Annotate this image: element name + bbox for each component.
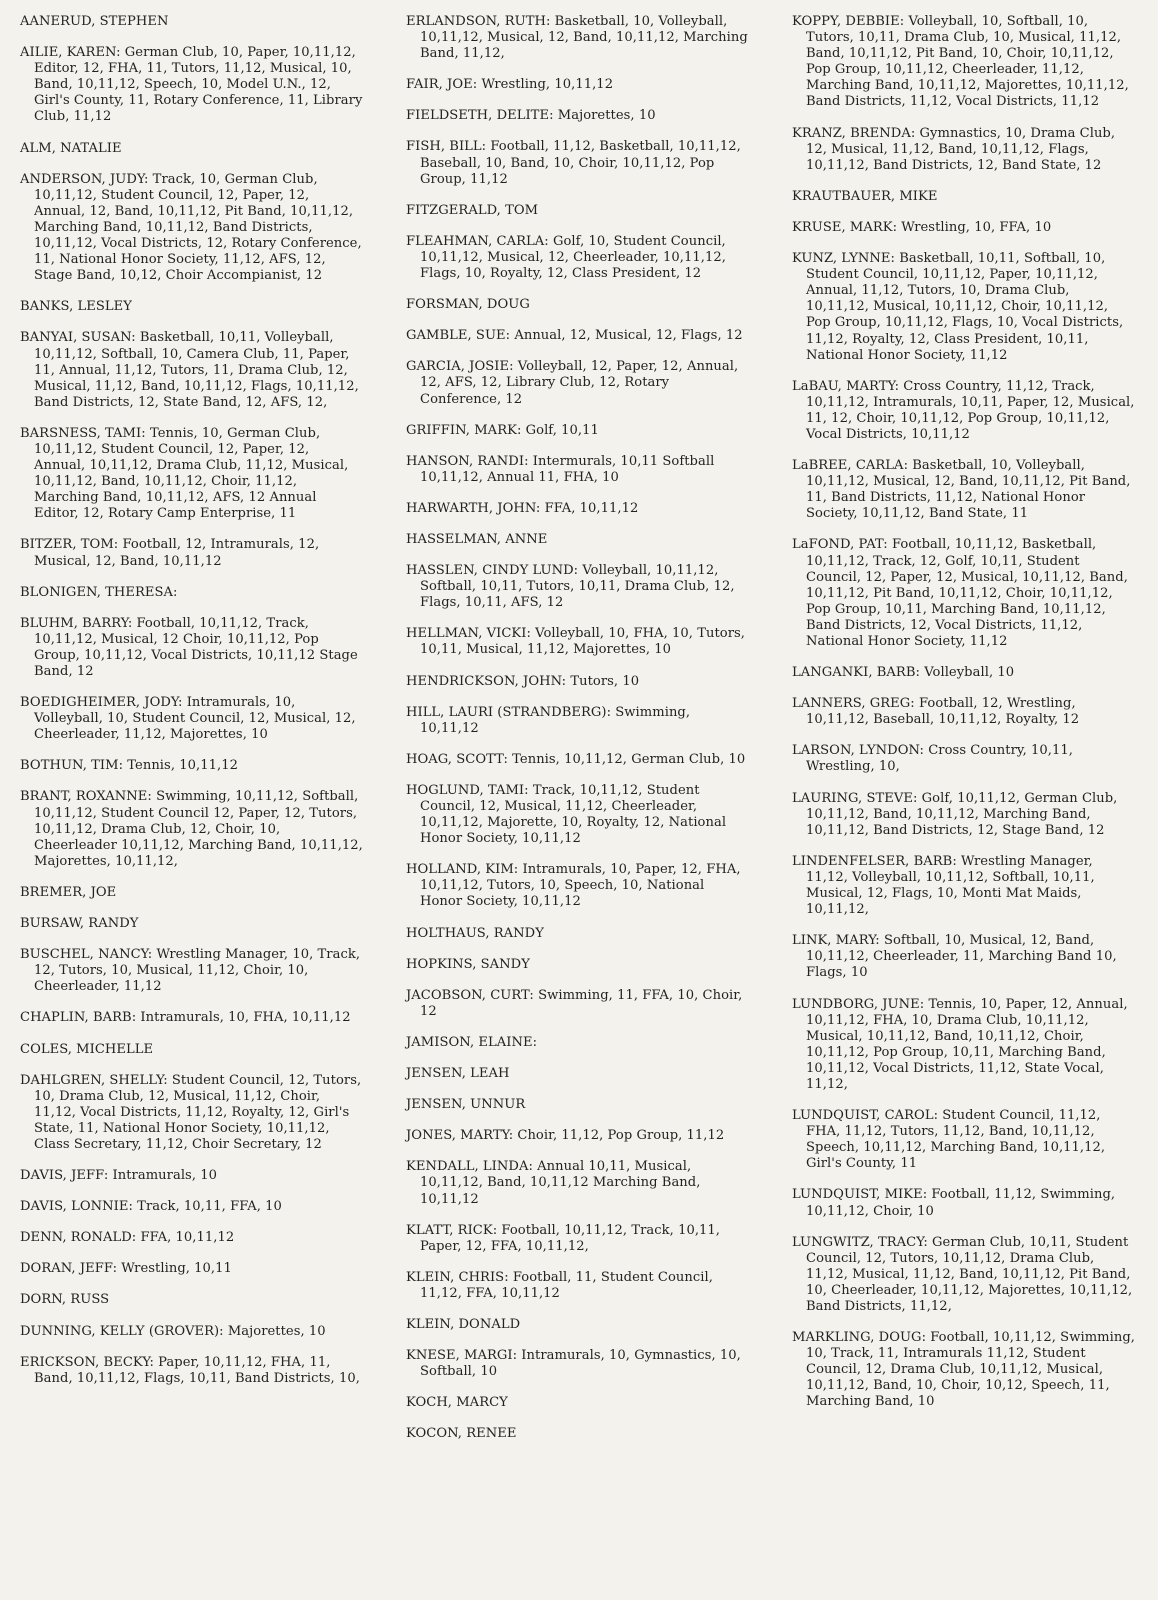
student-entry <box>792 189 1136 205</box>
student-entry: KRANZ, BRENDA: Gymnastics, 10, Drama Club, 12, Musical, 11,12, Band, 10,11,12, Flags, 10,11,12, Band Districts, 12, Band State, 12 <box>792 125 1116 173</box>
student-name: AANERUD, STEPHEN <box>20 14 169 29</box>
student-entry: KENDALL, LINDA: Annual 10,11, Musical, 10,11,12, Band, 10,11,12 Marching Band, 10,11,12 <box>406 1159 701 1207</box>
student-activities: Majorettes, 10 <box>557 108 656 124</box>
student-name: LARSON, LYNDON <box>792 743 920 759</box>
student-activities: Football, 10,11,12, Track, 10,11, Paper, 12, FFA, 10,11,12, <box>420 1222 721 1254</box>
student-entry: LINDENFELSER, BARB: Wrestling Manager, 11,12, Volleyball, 10,11,12, Softball, 10,11, Musical, 12, Flags, 10, Monti Mat Maids, 10,11,12, <box>792 853 1095 918</box>
student-entry: DAHLGREN, SHELLY: Student Council, 12, Tutors, 10, Drama Club, 12, Musical, 11,12, Choir, 11,12, Vocal Districts, 11,12, Royalty, 12, Girl's State, 11, National Honor Society, 10,11,12, Class Secretary, 11,12, Choir Secretary, 12 <box>20 1072 362 1152</box>
student-entry <box>20 1042 364 1058</box>
student-entry: JACOBSON, CURT: Swimming, 11, FFA, 10, Choir, 12 <box>406 987 743 1019</box>
student-activities: FFA, 10,11,12 <box>544 500 639 516</box>
student-name: HENDRICKSON, JOHN <box>406 673 562 689</box>
student-entry <box>406 1035 750 1051</box>
student-name: GAMBLE, SUE <box>406 328 506 344</box>
student-name: DORAN, JEFF <box>20 1261 113 1277</box>
student-entry: ANDERSON, JUDY: Track, 10, German Club, 10,11,12, Student Council, 12, Paper, 12, Annual, 12, Band, 10,11,12, Pit Band, 10,11,12, Marching Band, 10,11,12, Band Districts, 10,11,12, Vocal Districts, 12, Rotary Conference, 11, National Honor Society, 11,12, AFS, 12, Stage Band, 10,12, Choir Accompianist, 12 <box>20 171 362 284</box>
student-activities: FFA, 10,11,12 <box>140 1230 235 1246</box>
student-entry <box>20 585 364 601</box>
student-name: KLEIN, CHRIS <box>406 1269 505 1285</box>
student-name: DAVIS, JEFF <box>20 1168 104 1184</box>
student-name: KOCON, RENEE <box>406 1426 517 1442</box>
student-entry: DORAN, JEFF: Wrestling, 10,11 <box>20 1261 232 1277</box>
student-entry: KOPPY, DEBBIE: Volleyball, 10, Softball, 10, Tutors, 10,11, Drama Club, 10, Musical, 11,12, Band, 10,11,12, Pit Band, 10, Choir, 10,11,12, Pop Group, 10,11,12, Cheerleader, 11,12, Marching Band, 10,11,12, Majorettes, 10,11,12, Band Districts, 11,12, Vocal Districts, 11,12 <box>792 14 1129 110</box>
student-activities: Wrestling Manager, 10, Track, 12, Tutors, 10, Musical, 11,12, Choir, 10, Cheerleader, 11,12 <box>34 947 361 995</box>
student-name: FIELDSETH, DELITE <box>406 108 550 124</box>
student-activities: Volleyball, 12, Paper, 12, Annual, 12, AFS, 12, Library Club, 12, Rotary Conference, 12 <box>420 359 739 407</box>
student-name: DORN, RUSS <box>20 1292 110 1308</box>
student-entry: HOGLUND, TAMI: Track, 10,11,12, Student Council, 12, Musical, 11,12, Cheerleader, 10,11,12, Majorette, 10, Royalty, 12, National Honor Society, 10,11,12 <box>406 782 727 847</box>
student-entry <box>20 885 364 901</box>
student-activities: Wrestling Manager, 11,12, Volleyball, 10,11,12, Softball, 10,11, Musical, 12, Flags, 10, Monti Mat Maids, 10,11,12, <box>806 853 1095 918</box>
student-entry: LaFOND, PAT: Football, 10,11,12, Basketball, 10,11,12, Track, 12, Golf, 10,11, Student Council, 12, Paper, 12, Musical, 10,11,12, Band, 10,11,12, Pit Band, 10,11,12, Choir, 10,11,12, Pop Group, 10,11, Marching Band, 10,11,12, Band Districts, 12, Vocal Districts, 11,12, National Honor Society, 11,12 <box>792 537 1128 649</box>
student-name: LANNERS, GREG <box>792 696 911 712</box>
student-activities: Track, 10, German Club, 10,11,12, Student Council, 12, Paper, 12, Annual, 12, Band, 10,11,12, Pit Band, 10,11,12, Marching Band, 10,11,12, Band Districts, 10,11,12, Vocal Districts, 12, Rotary Conference, 11, National Honor Society, 11,12, AFS, 12, Stage Band, 10,12, Choir Accompianist, 12 <box>34 171 362 284</box>
student-name: LaFOND, PAT <box>792 537 884 553</box>
student-name: DUNNING, KELLY (GROVER) <box>20 1323 220 1339</box>
student-activities: Basketball, 10, Volleyball, 10,11,12, Musical, 12, Band, 10,11,12, Pit Band, 11, Band Districts, 11,12, National Honor Society, 10,11,12, Band State, 11 <box>806 458 1131 522</box>
student-name: LAURING, STEVE <box>792 790 913 806</box>
student-activities: German Club, 10, Paper, 10,11,12, Editor, 12, FHA, 11, Tutors, 11,12, Musical, 10, Band, 10,11,12, Speech, 10, Model U.N., 12, Girl's County, 11, Rotary Conference, 11, Library Club, 11,12 <box>34 45 363 125</box>
student-activities: Football, 11, Student Council, 11,12, FFA, 10,11,12 <box>420 1269 713 1301</box>
student-name: JONES, MARTY <box>406 1128 509 1144</box>
student-name: BRANT, ROXANNE <box>20 789 148 805</box>
student-activities: Football, 12, Wrestling, 10,11,12, Baseball, 10,11,12, Royalty, 12 <box>806 696 1080 728</box>
student-entry: LARSON, LYNDON: Cross Country, 10,11, Wrestling, 10, <box>792 743 1073 775</box>
student-entry: DAVIS, JEFF: Intramurals, 10 <box>20 1168 218 1184</box>
student-name: JAMISON, ELAINE: <box>406 1034 538 1050</box>
student-entry: JONES, MARTY: Choir, 11,12, Pop Group, 11,12 <box>406 1128 725 1144</box>
student-name: LUNGWITZ, TRACY <box>792 1234 924 1250</box>
student-name: BARSNESS, TAMI <box>20 425 142 441</box>
student-entry: HOAG, SCOTT: Tennis, 10,11,12, German Club, 10 <box>406 751 746 767</box>
student-name: FLEAHMAN, CARLA <box>406 233 545 249</box>
column-right <box>792 14 1136 1457</box>
student-entry <box>406 1317 750 1333</box>
student-name: JENSEN, LEAH <box>406 1066 510 1082</box>
student-name: LaBREE, CARLA <box>792 458 904 474</box>
student-entry: CHAPLIN, BARB: Intramurals, 10, FHA, 10,11,12 <box>20 1010 351 1026</box>
student-activities: Tennis, 10, German Club, 10,11,12, Student Council, 12, Paper, 12, Annual, 10,11,12, Drama Club, 11,12, Musical, 10,11,12, Band, 10,11,12, Choir, 11,12, Marching Band, 10,11,12, AFS, 12 Annual Editor, 12, Rotary Camp Enterprise, 11 <box>34 425 349 522</box>
student-name: HOAG, SCOTT <box>406 751 504 767</box>
student-activities: Swimming, 11, FFA, 10, Choir, 12 <box>420 987 743 1019</box>
column-left <box>20 14 364 1457</box>
student-entry: AILIE, KAREN: German Club, 10, Paper, 10,11,12, Editor, 12, FHA, 11, Tutors, 11,12, Musical, 10, Band, 10,11,12, Speech, 10, Model U.N., 12, Girl's County, 11, Rotary Conference, 11, Library Club, 11,12 <box>20 45 363 125</box>
student-name: HASSLEN, CINDY LUND <box>406 563 574 579</box>
student-entry: LINK, MARY: Softball, 10, Musical, 12, Band, 10,11,12, Cheerleader, 11, Marching Band 10, Flags, 10 <box>792 933 1117 981</box>
student-entry: LANGANKI, BARB: Volleyball, 10 <box>792 665 1015 681</box>
student-activities: Wrestling, 10,11 <box>121 1261 232 1277</box>
student-name: HOLTHAUS, RANDY <box>406 925 544 941</box>
student-name: HARWARTH, JOHN <box>406 500 536 516</box>
student-activities: Basketball, 10,11, Softball, 10, Student Council, 10,11,12, Paper, 10,11,12, Annual, 11,12, Tutors, 10, Drama Club, 10,11,12, Musical, 10,11,12, Choir, 10,11,12, Pop Group, 10,11,12, Flags, 10, Vocal Districts, 11,12, Royalty, 12, Class President, 10,11, National Honor Society, 11,12 <box>806 251 1124 363</box>
student-activities: Intramurals, 10, Volleyball, 10, Student Council, 12, Musical, 12, Cheerleader, 11,12, Majorettes, 10 <box>34 695 356 743</box>
student-entry: HANSON, RANDI: Intermurals, 10,11 Softball 10,11,12, Annual 11, FHA, 10 <box>406 453 715 485</box>
student-activities: Tennis, 10,11,12, German Club, 10 <box>512 751 746 767</box>
student-name: KOCH, MARCY <box>406 1395 508 1411</box>
student-entry: LaBAU, MARTY: Cross Country, 11,12, Track, 10,11,12, Intramurals, 10,11, Paper, 12, Musical, 11, 12, Choir, 10,11,12, Pop Group, 10,11,12, Vocal Districts, 10,11,12 <box>792 378 1135 442</box>
student-activities: Football, 10,11,12, Swimming, 10, Track, 11, Intramurals 11,12, Student Council, 12, Drama Club, 10,11,12, Musical, 10,11,12, Band, 10, Choir, 10,12, Speech, 11, Marching Band, 10 <box>806 1330 1135 1410</box>
student-activities: Golf, 10,11,12, German Club, 10,11,12, Band, 10,11,12, Marching Band, 10,11,12, Band Districts, 12, Stage Band, 12 <box>806 790 1118 838</box>
student-entry <box>20 299 364 315</box>
student-name: HOLLAND, KIM <box>406 862 514 878</box>
student-name: DAVIS, LONNIE <box>20 1199 129 1215</box>
student-activities: Football, 11,12, Basketball, 10,11,12, Baseball, 10, Band, 10, Choir, 10,11,12, Pop Group, 11,12 <box>420 139 741 187</box>
student-name: LUNDBORG, JUNE <box>792 996 920 1012</box>
student-name: BREMER, JOE <box>20 884 117 900</box>
student-name: KLEIN, DONALD <box>406 1316 521 1332</box>
student-activities: Basketball, 10, Volleyball, 10,11,12, Musical, 12, Band, 10,11,12, Marching Band, 11,12, <box>420 14 748 62</box>
student-entry: LaBREE, CARLA: Basketball, 10, Volleyball, 10,11,12, Musical, 12, Band, 10,11,12, Pit Band, 11, Band Districts, 11,12, National Honor Society, 10,11,12, Band State, 11 <box>792 458 1131 522</box>
student-name: BANYAI, SUSAN <box>20 330 132 346</box>
student-entry: DAVIS, LONNIE: Track, 10,11, FFA, 10 <box>20 1199 282 1215</box>
student-name: KRANZ, BRENDA <box>792 125 911 141</box>
student-name: KUNZ, LYNNE <box>792 251 891 267</box>
student-entry <box>406 1395 750 1411</box>
student-activities: Football, 10,11,12, Basketball, 10,11,12, Track, 12, Golf, 10,11, Student Council, 12, Paper, 12, Musical, 10,11,12, Band, 10,11,12, Pit Band, 10,11,12, Choir, 10,11,12, Pop Group, 10,11, Marching Band, 10,11,12, Band Districts, 12, Vocal Districts, 11,12, National Honor Society, 11,12 <box>806 537 1128 649</box>
student-entry: LAURING, STEVE: Golf, 10,11,12, German Club, 10,11,12, Band, 10,11,12, Marching Band, 10,11,12, Band Districts, 12, Stage Band, 12 <box>792 790 1118 838</box>
student-activities: Majorettes, 10 <box>227 1323 326 1339</box>
student-name: JACOBSON, CURT <box>406 987 530 1003</box>
student-entry: GRIFFIN, MARK: Golf, 10,11 <box>406 422 599 438</box>
student-activities: Volleyball, 10,11,12, Softball, 10,11, Tutors, 10,11, Drama Club, 12, Flags, 10,11, AFS, 12 <box>420 563 735 611</box>
student-entry: HARWARTH, JOHN: FFA, 10,11,12 <box>406 500 639 516</box>
student-entry <box>406 297 750 313</box>
student-name: HELLMAN, VICKI <box>406 626 527 642</box>
student-name: BUSCHEL, NANCY <box>20 947 148 963</box>
student-activities: Volleyball, 10, FHA, 10, Tutors, 10,11, Musical, 11,12, Majorettes, 10 <box>420 626 746 658</box>
student-name: GRIFFIN, MARK <box>406 422 517 438</box>
student-activities: Cross Country, 11,12, Track, 10,11,12, Intramurals, 10,11, Paper, 12, Musical, 11, 12, Choir, 10,11,12, Pop Group, 10,11,12, Vocal Districts, 10,11,12 <box>806 378 1135 442</box>
student-activities: Track, 10,11,12, Student Council, 12, Musical, 11,12, Cheerleader, 10,11,12, Majorette, 10, Royalty, 12, National Honor Society, 10,11,12 <box>420 782 727 847</box>
student-entry: BOEDIGHEIMER, JODY: Intramurals, 10, Volleyball, 10, Student Council, 12, Musical, 12, Cheerleader, 11,12, Majorettes, 10 <box>20 695 356 743</box>
student-entry: ERLANDSON, RUTH: Basketball, 10, Volleyball, 10,11,12, Musical, 12, Band, 10,11,12, Marching Band, 11,12, <box>406 14 748 62</box>
student-name: KRAUTBAUER, MIKE <box>792 188 938 204</box>
student-activities: Golf, 10, Student Council, 10,11,12, Musical, 12, Cheerleader, 10,11,12, Flags, 10, Royalty, 12, Class President, 12 <box>420 233 726 282</box>
student-name: KENDALL, LINDA <box>406 1159 529 1175</box>
student-entry: HOLLAND, KIM: Intramurals, 10, Paper, 12, FHA, 10,11,12, Tutors, 10, Speech, 10, National Honor Society, 10,11,12 <box>406 862 741 910</box>
student-name: FORSMAN, DOUG <box>406 297 530 313</box>
student-activities: Intramurals, 10, FHA, 10,11,12 <box>140 1010 351 1026</box>
student-name: HOGLUND, TAMI <box>406 782 525 798</box>
student-activities: Swimming, 10,11,12, Softball, 10,11,12, Student Council 12, Paper, 12, Tutors, 10,11,12, Drama Club, 12, Choir, 10, Cheerleader 10,11,12, Marching Band, 10,11,12, Majorettes, 10,11,12, <box>34 789 363 869</box>
student-entry: KLATT, RICK: Football, 10,11,12, Track, 10,11, Paper, 12, FFA, 10,11,12, <box>406 1222 721 1254</box>
student-entry <box>406 957 750 973</box>
three-column-list <box>0 14 1158 1457</box>
student-name: LINDENFELSER, BARB <box>792 853 953 869</box>
student-activities: Tutors, 10 <box>570 673 640 689</box>
student-entry: GARCIA, JOSIE: Volleyball, 12, Paper, 12, Annual, 12, AFS, 12, Library Club, 12, Rotary Conference, 12 <box>406 359 739 407</box>
student-name: HILL, LAURI (STRANDBERG) <box>406 704 607 720</box>
student-name: MARKLING, DOUG <box>792 1330 922 1346</box>
student-entry: DENN, RONALD: FFA, 10,11,12 <box>20 1230 235 1246</box>
student-entry: LUNGWITZ, TRACY: German Club, 10,11, Student Council, 12, Tutors, 10,11,12, Drama Club, 11,12, Musical, 11,12, Band, 10,11,12, Pit Band, 10, Cheerleader, 10,11,12, Majorettes, 10,11,12, Band Districts, 11,12, <box>792 1234 1133 1314</box>
student-activities: Intermurals, 10,11 Softball 10,11,12, Annual 11, FHA, 10 <box>420 453 715 485</box>
student-name: BLUHM, BARRY <box>20 615 128 631</box>
student-entry <box>406 1426 750 1442</box>
student-name: KNESE, MARGI <box>406 1348 513 1364</box>
student-entry: BARSNESS, TAMI: Tennis, 10, German Club, 10,11,12, Student Council, 12, Paper, 12, Annual, 10,11,12, Drama Club, 11,12, Musical, 10,11,12, Band, 10,11,12, Choir, 11,12, Marching Band, 10,11,12, AFS, 12 Annual Editor, 12, Rotary Camp Enterprise, 11 <box>20 425 349 522</box>
student-name: KLATT, RICK <box>406 1222 493 1238</box>
student-entry: FLEAHMAN, CARLA: Golf, 10, Student Council, 10,11,12, Musical, 12, Cheerleader, 10,11,12, Flags, 10, Royalty, 12, Class President, 12 <box>406 233 726 282</box>
student-entry <box>406 1066 750 1082</box>
student-entry: BRANT, ROXANNE: Swimming, 10,11,12, Softball, 10,11,12, Student Council 12, Paper, 12, Tutors, 10,11,12, Drama Club, 12, Choir, 10, Cheerleader 10,11,12, Marching Band, 10,11,12, Majorettes, 10,11,12, <box>20 789 363 869</box>
student-entry <box>406 203 750 219</box>
student-entry: MARKLING, DOUG: Football, 10,11,12, Swimming, 10, Track, 11, Intramurals 11,12, Student Council, 12, Drama Club, 10,11,12, Musical, 10,11,12, Band, 10, Choir, 10,12, Speech, 11, Marching Band, 10 <box>792 1330 1135 1410</box>
student-entry: ERICKSON, BECKY: Paper, 10,11,12, FHA, 11, Band, 10,11,12, Flags, 10,11, Band Districts, 10, <box>20 1354 360 1386</box>
student-activities: Volleyball, 10, Softball, 10, Tutors, 10,11, Drama Club, 10, Musical, 11,12, Band, 10,11,12, Pit Band, 10, Choir, 10,11,12, Pop Group, 10,11,12, Cheerleader, 11,12, Marching Band, 10,11,12, Majorettes, 10,11,12, Band Districts, 11,12, Vocal Districts, 11,12 <box>806 14 1129 110</box>
student-name: LINK, MARY <box>792 933 876 949</box>
student-name: KRUSE, MARK <box>792 219 893 235</box>
student-entry: HENDRICKSON, JOHN: Tutors, 10 <box>406 673 640 689</box>
student-activities: Tennis, 10,11,12 <box>127 758 238 774</box>
student-entry: HELLMAN, VICKI: Volleyball, 10, FHA, 10, Tutors, 10,11, Musical, 11,12, Majorettes, 10 <box>406 626 746 658</box>
student-name: COLES, MICHELLE <box>20 1041 154 1057</box>
column-middle <box>406 14 750 1457</box>
student-entry: FAIR, JOE: Wrestling, 10,11,12 <box>406 77 614 93</box>
student-name: BLONIGEN, THERESA: <box>20 584 178 600</box>
student-entry: DUNNING, KELLY (GROVER): Majorettes, 10 <box>20 1323 326 1339</box>
student-entry: LANNERS, GREG: Football, 12, Wrestling, 10,11,12, Baseball, 10,11,12, Royalty, 12 <box>792 696 1080 728</box>
student-activities: Wrestling, 10, FFA, 10 <box>901 219 1052 235</box>
student-activities: Gymnastics, 10, Drama Club, 12, Musical, 11,12, Band, 10,11,12, Flags, 10,11,12, Band Districts, 12, Band State, 12 <box>806 125 1116 173</box>
student-activities: Softball, 10, Musical, 12, Band, 10,11,12, Cheerleader, 11, Marching Band 10, Flags, 10 <box>806 933 1117 981</box>
student-name: DENN, RONALD <box>20 1230 132 1246</box>
student-entry: HASSLEN, CINDY LUND: Volleyball, 10,11,12, Softball, 10,11, Tutors, 10,11, Drama Club, 12, Flags, 10,11, AFS, 12 <box>406 563 735 611</box>
student-name: AILIE, KAREN <box>20 45 117 61</box>
student-name: GARCIA, JOSIE <box>406 359 510 375</box>
student-name: ALM, NATALIE <box>20 140 122 156</box>
student-activities: Football, 10,11,12, Track, 10,11,12, Musical, 12 Choir, 10,11,12, Pop Group, 10,11,12, Vocal Districts, 10,11,12 Stage Band, 12 <box>34 615 358 679</box>
student-activities: Intramurals, 10, Paper, 12, FHA, 10,11,12, Tutors, 10, Speech, 10, National Honor Society, 10,11,12 <box>420 862 741 910</box>
student-activities: Student Council, 11,12, FHA, 11,12, Tutors, 11,12, Band, 10,11,12, Speech, 10,11,12, Marching Band, 10,11,12, Girl's County, 11 <box>806 1108 1106 1172</box>
student-name: BOTHUN, TIM <box>20 758 119 774</box>
student-entry <box>20 916 364 932</box>
student-name: LaBAU, MARTY <box>792 378 895 394</box>
student-activities: Intramurals, 10 <box>112 1168 218 1184</box>
student-name: LANGANKI, BARB <box>792 665 916 681</box>
student-entry: KRUSE, MARK: Wrestling, 10, FFA, 10 <box>792 219 1052 235</box>
student-entry: FISH, BILL: Football, 11,12, Basketball, 10,11,12, Baseball, 10, Band, 10, Choir, 10,11,12, Pop Group, 11,12 <box>406 139 741 187</box>
student-activities: Intramurals, 10, Gymnastics, 10, Softball, 10 <box>420 1348 741 1380</box>
student-activities: Annual 10,11, Musical, 10,11,12, Band, 10,11,12 Marching Band, 10,11,12 <box>420 1159 701 1207</box>
student-name: ANDERSON, JUDY <box>20 171 144 187</box>
student-name: BOEDIGHEIMER, JODY <box>20 695 178 711</box>
student-name: CHAPLIN, BARB <box>20 1010 132 1026</box>
student-activities: Annual, 12, Musical, 12, Flags, 12 <box>514 328 743 344</box>
student-activities: Golf, 10,11 <box>525 422 599 438</box>
student-entry <box>406 532 750 548</box>
student-entry: LUNDBORG, JUNE: Tennis, 10, Paper, 12, Annual, 10,11,12, FHA, 10, Drama Club, 10,11,12, Musical, 10,11,12, Band, 10,11,12, Choir, 10,11,12, Pop Group, 10,11, Marching Band, 10,11,12, Vocal Districts, 11,12, State Vocal, 11,12, <box>792 996 1128 1092</box>
student-entry <box>20 14 364 30</box>
student-activities: Student Council, 12, Tutors, 10, Drama Club, 12, Musical, 11,12, Choir, 11,12, Vocal Districts, 11,12, Royalty, 12, Girl's State, 11, National Honor Society, 10,11,12, Class Secretary, 11,12, Choir Secretary, 12 <box>34 1072 362 1152</box>
student-name: HASSELMAN, ANNE <box>406 531 548 547</box>
student-name: LUNDQUIST, MIKE <box>792 1187 923 1203</box>
student-entry: BLUHM, BARRY: Football, 10,11,12, Track, 10,11,12, Musical, 12 Choir, 10,11,12, Pop Group, 10,11,12, Vocal Districts, 10,11,12 Stage Band, 12 <box>20 615 358 679</box>
student-entry: BITZER, TOM: Football, 12, Intramurals, 12, Musical, 12, Band, 10,11,12 <box>20 537 320 569</box>
student-name: FITZGERALD, TOM <box>406 202 539 218</box>
student-name: BURSAW, RANDY <box>20 916 139 932</box>
student-name: FISH, BILL <box>406 139 482 155</box>
student-entry: KUNZ, LYNNE: Basketball, 10,11, Softball, 10, Student Council, 10,11,12, Paper, 10,11,12, Annual, 11,12, Tutors, 10, Drama Club, 10,11,12, Musical, 10,11,12, Choir, 10,11,12, Pop Group, 10,11,12, Flags, 10, Vocal Districts, 11,12, Royalty, 12, Class President, 10,11, National Honor Society, 11,12 <box>792 251 1124 363</box>
student-entry: BUSCHEL, NANCY: Wrestling Manager, 10, Track, 12, Tutors, 10, Musical, 11,12, Choir, 10, Cheerleader, 11,12 <box>20 947 361 995</box>
student-entry <box>20 141 364 157</box>
student-name: BITZER, TOM <box>20 537 114 553</box>
student-name: KOPPY, DEBBIE <box>792 14 900 29</box>
student-entry <box>406 926 750 942</box>
student-entry <box>20 1292 364 1308</box>
student-entry: GAMBLE, SUE: Annual, 12, Musical, 12, Flags, 12 <box>406 328 743 344</box>
student-entry: LUNDQUIST, CAROL: Student Council, 11,12, FHA, 11,12, Tutors, 11,12, Band, 10,11,12, Speech, 10,11,12, Marching Band, 10,11,12, Girl's County, 11 <box>792 1108 1106 1172</box>
student-entry: LUNDQUIST, MIKE: Football, 11,12, Swimming, 10,11,12, Choir, 10 <box>792 1187 1116 1219</box>
student-activities: Football, 11,12, Swimming, 10,11,12, Choir, 10 <box>806 1187 1116 1219</box>
student-activities: Swimming, 10,11,12 <box>420 704 691 736</box>
student-activities: Tennis, 10, Paper, 12, Annual, 10,11,12, FHA, 10, Drama Club, 10,11,12, Musical, 10,11,12, Band, 10,11,12, Choir, 10,11,12, Pop Group, 10,11, Marching Band, 10,11,12, Vocal Districts, 11,12, State Vocal, 11,12, <box>806 996 1128 1092</box>
student-activities: Basketball, 10,11, Volleyball, 10,11,12, Softball, 10, Camera Club, 11, Paper, 11, Annual, 11,12, Tutors, 11, Drama Club, 12, Musical, 11,12, Band, 10,11,12, Flags, 10,11,12, Band Districts, 12, State Band, 12, AFS, 12, <box>34 330 359 410</box>
student-entry: BOTHUN, TIM: Tennis, 10,11,12 <box>20 758 238 774</box>
student-activities: Cross Country, 10,11, Wrestling, 10, <box>806 743 1073 775</box>
student-entry <box>406 1097 750 1113</box>
student-entry: KLEIN, CHRIS: Football, 11, Student Council, 11,12, FFA, 10,11,12 <box>406 1269 713 1301</box>
student-entry: FIELDSETH, DELITE: Majorettes, 10 <box>406 108 656 124</box>
student-entry: KNESE, MARGI: Intramurals, 10, Gymnastics, 10, Softball, 10 <box>406 1348 741 1380</box>
student-activities: Choir, 11,12, Pop Group, 11,12 <box>517 1128 725 1144</box>
student-name: LUNDQUIST, CAROL <box>792 1108 934 1124</box>
student-activities: Football, 12, Intramurals, 12, Musical, 12, Band, 10,11,12 <box>34 537 320 569</box>
student-entry: BANYAI, SUSAN: Basketball, 10,11, Volleyball, 10,11,12, Softball, 10, Camera Club, 11, Paper, 11, Annual, 11,12, Tutors, 11, Drama Club, 12, Musical, 11,12, Band, 10,11,12, Flags, 10,11,12, Band Districts, 12, State Band, 12, AFS, 12, <box>20 330 359 410</box>
student-activities: Paper, 10,11,12, FHA, 11, Band, 10,11,12, Flags, 10,11, Band Districts, 10, <box>34 1354 360 1386</box>
student-name: BANKS, LESLEY <box>20 299 132 315</box>
student-name: ERLANDSON, RUTH <box>406 14 546 29</box>
student-activities: Wrestling, 10,11,12 <box>481 77 614 93</box>
student-name: DAHLGREN, SHELLY <box>20 1072 164 1088</box>
student-name: HANSON, RANDI <box>406 453 525 469</box>
student-name: JENSEN, UNNUR <box>406 1097 526 1113</box>
student-activities: Volleyball, 10 <box>924 665 1015 681</box>
student-activities: German Club, 10,11, Student Council, 12, Tutors, 10,11,12, Drama Club, 11,12, Musical, 11,12, Band, 10,11,12, Pit Band, 10, Cheerleader, 10,11,12, Majorettes, 10,11,12, Band Districts, 11,12, <box>806 1234 1133 1314</box>
student-activities: Track, 10,11, FFA, 10 <box>137 1199 282 1215</box>
student-name: FAIR, JOE <box>406 77 473 93</box>
student-entry: HILL, LAURI (STRANDBERG): Swimming, 10,11,12 <box>406 704 691 736</box>
student-name: HOPKINS, SANDY <box>406 956 530 972</box>
student-name: ERICKSON, BECKY <box>20 1354 150 1370</box>
